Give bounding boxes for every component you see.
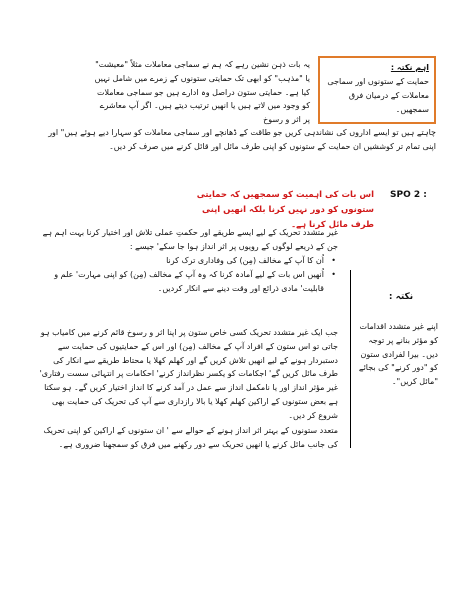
bullet-list	[38, 254, 338, 295]
list-item-text: اُن کا آپ کے مخالف (مِن) کی وفاداری ترک کرنا	[166, 256, 324, 265]
spo-label: SPO 2 :	[390, 190, 427, 200]
sidebar-title: نکتہ :	[388, 292, 414, 302]
list-item	[38, 254, 338, 268]
intro-paragraph: یہ بات ذہن نشین رہے کہ ہم نے سماجی معاملات مثلاً "معیشت" یا "مذہب" کو ابھی تک حمایتی ستونوں کے زمرے میں شامل نہیں کیا ہے۔ حمایتی ستون دراصل وہ ادارے ہیں جو سماجی معاملات کو وجود میں لاتے ہیں یا انھیں ترتیب دیتے ہیں۔ اگر آپ معاشرے پر اثر و رسوخ	[94, 60, 310, 125]
list-item	[38, 268, 338, 296]
conclusion-paragraph: متعدد ستونوں کے بہتر اثر انداز ہونے کے حوالے سے ' ان ستونوں کے اراکین کو اپنی تحریک کی جانب مائل کرنے یا انھیں تحریک سے دور رکھنے میں فرق کو سمجھنا ضروری ہے۔	[43, 426, 338, 449]
list-item-text: اُنھیں اس بات کے لیے آمادہ کرنا کہ وہ آپ کے مخالف (مِن) کو اپنی مہارت' علم و قابلیت' مادی ذرائع اور وقت دینے سے انکار کردیں۔	[54, 269, 324, 293]
key-point-text: حمایت کے ستونوں اور سماجی معاملات کے درمیان فرق سمجھیں۔	[327, 77, 429, 114]
column-divider	[350, 270, 351, 448]
strategy-paragraph: غیر متشدد تحریک کے لیے ایسے طریقے اور حکمتِ عملی تلاش اور اختیار کرنا بہت اہم ہے جن کے ذریعے لوگوں کے رویوں پر اثر انداز ہوا جا سکے' جیسے :	[42, 228, 338, 251]
objective-statement: اس بات کی اہمیت کو سمجھیں کہ حمایتی ستونوں کو دور نہیں کرنا بلکہ انھیں اپنی طرف مائل کرنا ہے۔	[196, 190, 374, 230]
bullet-icon: •	[331, 256, 336, 265]
key-point-title: اہم نکتہ :	[390, 63, 429, 72]
intro-paragraph-continued: چاہتے ہیں تو ایسے اداروں کی نشاندہی کریں جو طاقت کے ڈھانچے اور سماجی معاملات کو سہارا دیے ہوئے ہیں" اور اپنی تمام تر کوششیں ان حمایت کے ستونوں کو اپنی طرف مائل اور قائل کرنے میں صرف کر دیں۔	[48, 128, 436, 151]
bullet-icon: •	[331, 269, 336, 279]
influence-paragraph: جب ایک غیر متشدد تحریک کسی خاص ستون پر اپنا اثر و رسوخ قائم کرنے میں کامیاب ہو جاتی تو اس ستون کے افراد آپ کے مخالف (مِن) اور اس کے حمایتیوں کی حمایت سے دستبردار ہونے کے لیے انھیں تلاش کریں گے اور کھلم کھلا یا محتاط طریقے سے انکار کی طرف مائل کریں گے' اجکامات کو یکسر نظرانداز کرنے' احکامات پر انتہائی سست رفتاری' غیر مؤثر انداز اور یا نامکمل انداز سے عمل در آمد کرنے کا انداز اختیار کریں گے۔ ہو سکتا ہے بعض ستونوں کے اراکین کھلم کھلا یا بالا رازداری سے آپ کی تحریک کی حمایت بھی شروع کر دیں۔	[39, 328, 338, 420]
sidebar-text: اپنے غیر متشدد اقدامات کو مؤثر بنانے پر توجہ دیں۔ بیرا لفرادی ستون کو "دور کرنے" کی بجائے "مائل کریں"۔	[358, 322, 438, 387]
key-point-box	[318, 56, 436, 124]
